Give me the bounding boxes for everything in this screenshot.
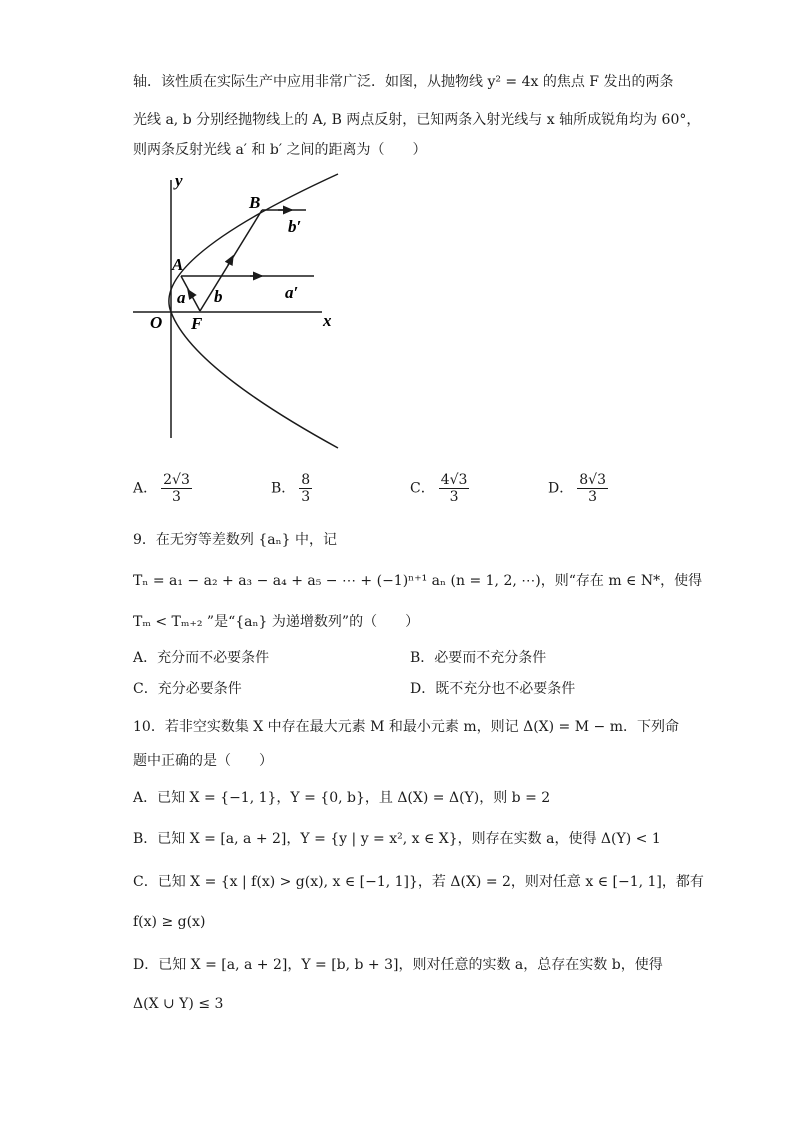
label-b-prime: b′ (288, 217, 302, 236)
label-b: b (214, 287, 223, 306)
q9-text-line-1: 9．在无穷等差数列 {aₙ} 中，记 (133, 532, 338, 548)
q8-option-b[interactable]: B． $\frac{8}{3}$ (271, 472, 311, 505)
q9-option-a[interactable]: A．充分而不必要条件 (133, 650, 270, 666)
parabola-figure (125, 165, 355, 455)
q8-option-c[interactable]: C． $\frac{4√3}{3}$ (410, 472, 468, 505)
q10-option-b[interactable]: B．已知 X = [a, a + 2]，Y = {y | y = x², x ∈ X}，则存在实数 a，使得 Δ(Y) < 1 (133, 831, 661, 847)
q8-text-line-1: 轴．该性质在实际生产中应用非常广泛．如图，从抛物线 y² = 4x 的焦点 F 发出的两条 (133, 74, 674, 90)
label-a: a (177, 288, 186, 307)
q10-option-d-line-1[interactable]: D．已知 X = [a, a + 2]，Y = [b, b + 3]，则对任意的实数 a，总存在实数 b，使得 (133, 957, 663, 973)
label-O: O (150, 313, 163, 332)
label-x: x (323, 311, 332, 330)
label-y: y (175, 171, 183, 190)
q8-text-line-3: 则两条反射光线 a′ 和 b′ 之间的距离为（ ） (133, 142, 427, 158)
q10-option-c-line-1[interactable]: C．已知 X = {x | f(x) > g(x), x ∈ [−1, 1]}，若 Δ(X) = 2，则对任意 x ∈ [−1, 1]，都有 (133, 874, 704, 890)
q10-option-d-line-2: Δ(X ∪ Y) ≤ 3 (133, 996, 224, 1012)
label-A: A (172, 255, 184, 274)
q8-option-a[interactable]: A． $\frac{2√3}{3}$ (133, 472, 190, 505)
q9-option-b[interactable]: B．必要而不充分条件 (410, 650, 547, 666)
q9-text-line-3: Tₘ < Tₘ₊₂ ”是“{aₙ} 为递增数列”的（ ） (133, 614, 420, 630)
parabola-curve (169, 174, 338, 448)
ray-a-arrow (188, 290, 192, 296)
q9-option-c[interactable]: C．充分必要条件 (133, 681, 242, 697)
q10-text-line-1: 10．若非空实数集 X 中存在最大元素 M 和最小元素 m，则记 Δ(X) = M − m．下列命 (133, 719, 679, 735)
ray-b-arrow (228, 256, 233, 265)
label-B: B (249, 193, 261, 212)
q9-text-line-2: Tₙ = a₁ − a₂ + a₃ − a₄ + a₅ − ⋯ + (−1)ⁿ⁺¹ aₙ (n = 1, 2, ⋯)，则“存在 m ∈ N*，使得 (133, 573, 703, 589)
label-a-prime: a′ (285, 283, 299, 302)
q9-option-d[interactable]: D．既不充分也不必要条件 (410, 681, 576, 697)
q10-option-c-line-2: f(x) ≥ g(x) (133, 914, 206, 930)
q10-option-a[interactable]: A．已知 X = {−1, 1}，Y = {0, b}，且 Δ(X) = Δ(Y)，则 b = 2 (133, 790, 551, 806)
q10-text-line-2: 题中正确的是（ ） (133, 753, 273, 769)
label-F: F (191, 314, 203, 333)
q8-option-d[interactable]: D． $\frac{8√3}{3}$ (548, 472, 606, 505)
q8-text-line-2: 光线 a, b 分别经抛物线上的 A, B 两点反射，已知两条入射光线与 x 轴所成锐角均为 60°， (133, 112, 701, 128)
